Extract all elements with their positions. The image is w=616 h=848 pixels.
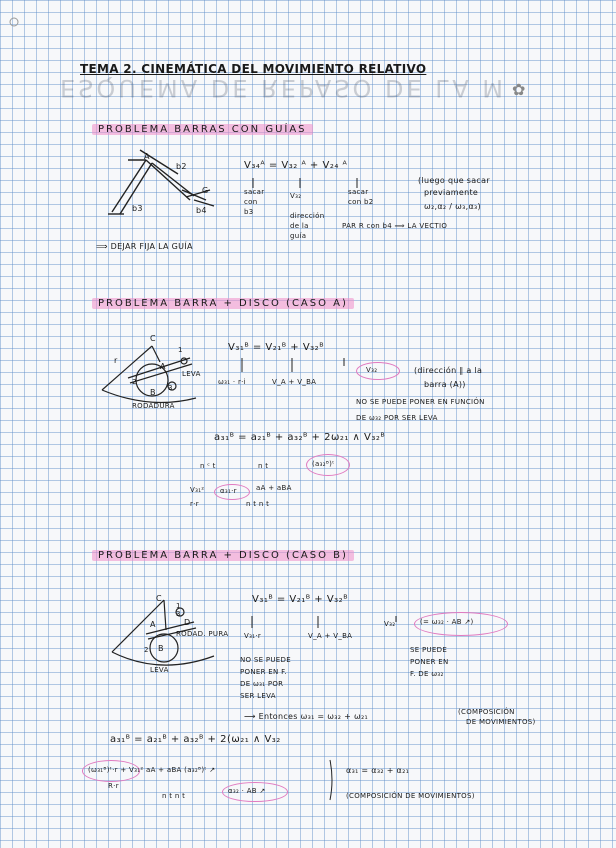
p2-v-note-2: barra (A)) bbox=[424, 380, 466, 389]
p1-fig-b2: b2 bbox=[176, 162, 187, 171]
p1-fig-a: A bbox=[144, 152, 150, 161]
p2-a-row-1: n ᶜ t bbox=[200, 462, 216, 470]
p2-fig-a: A bbox=[160, 362, 166, 371]
page-title: TEMA 2. CINEMÁTICA DEL MOVIMIENTO RELATIVO bbox=[80, 62, 427, 76]
p3-omega-oval-text: (= ω₃₂ · AB ↗) bbox=[420, 618, 474, 626]
p3-comp2: (COMPOSICIÓN DE MOVIMIENTOS) bbox=[346, 792, 475, 800]
p3-fig-a: A bbox=[150, 620, 156, 629]
p2-fig-rodadura: RODADURA bbox=[132, 402, 175, 410]
p2-v-note-4: DE ω₃₂ POR SER LEVA bbox=[356, 414, 438, 422]
p3-v-note-4: SER LEVA bbox=[240, 692, 276, 700]
p3-entonces: ⟶ Entonces ω₃₁ = ω₃₂ + ω₂₁ bbox=[244, 712, 368, 721]
p3-fig-n1: 1 bbox=[176, 602, 181, 610]
p2-v32-oval bbox=[356, 362, 400, 380]
p1-side-note-3: ω₂,α₂ / ω₃,α₃) bbox=[424, 202, 481, 211]
p1-note-2b: dirección bbox=[290, 212, 325, 220]
p3-velocity-equation: V₃₁ᴮ = V₂₁ᴮ + V₃₂ᴮ bbox=[252, 594, 349, 605]
p3-a-row2-2: n t n t bbox=[162, 792, 186, 800]
p3-fig-n3: 3 bbox=[176, 610, 181, 618]
problem1-heading: PROBLEMA BARRAS CON GUÍAS bbox=[92, 124, 313, 135]
p2-a-row2-3: aA + aBA bbox=[256, 484, 292, 492]
p2-v-sub-3: V₃₂ bbox=[366, 366, 378, 374]
p1-fig-g: G bbox=[202, 186, 209, 195]
p1-footer: ⟹ DEJAR FIJA LA GUÍA bbox=[96, 242, 193, 251]
p1-side-note-1: (luego que sacar bbox=[418, 176, 490, 185]
p3-v-sub-2: V_A + V_BA bbox=[308, 632, 353, 640]
p2-a-row3-1: r·r bbox=[190, 500, 199, 508]
p3-comp1-b: DE MOVIMIENTOS) bbox=[466, 718, 536, 726]
binder-hole bbox=[10, 18, 18, 26]
p1-note-1c: b3 bbox=[244, 208, 254, 216]
p3-a-row: (ω₃₁ᴮ)ᵗ·r + V₃₁² aA + aBA (a₃₂ᴮ)ᵗ ↗ bbox=[88, 766, 216, 774]
problem2-heading: PROBLEMA BARRA + DISCO (CASO A) bbox=[92, 298, 354, 309]
p2-fig-n2: 2 bbox=[132, 378, 137, 386]
p2-v-note-1: (dirección ∥ a la bbox=[414, 366, 483, 375]
p3-a-row2-3: α₃₂ · AB ↗ bbox=[228, 787, 266, 795]
p3-fig-leva: LEVA bbox=[150, 666, 169, 674]
p1-note-4: PAR R con b4 ⟹ LA VECTIO bbox=[342, 222, 448, 230]
p1-note-1a: sacar bbox=[244, 188, 265, 196]
p3-comp1-a: (COMPOSICIÓN bbox=[458, 708, 515, 716]
bleed-through-text: ESQUEMA DE REPASO DE LA M bbox=[60, 74, 506, 102]
p2-fig-b: B bbox=[150, 388, 156, 397]
p2-fig-n1: 1 bbox=[178, 346, 183, 354]
p1-note-2c: de la bbox=[290, 222, 309, 230]
p3-v-note-2: PONER EN F. bbox=[240, 668, 287, 676]
p2-v-sub-1: ω₃₁ · r·i bbox=[218, 378, 246, 386]
p2-a-row-3: (a₃₂ᴮ)ᵗ bbox=[312, 460, 335, 468]
p1-side-note-2: previamente bbox=[424, 188, 479, 197]
problem3-heading: PROBLEMA BARRA + DISCO (CASO B) bbox=[92, 550, 354, 561]
p2-a-row2-2: α₃₁·r bbox=[220, 487, 237, 495]
p3-v-note-1: NO SE PUEDE bbox=[240, 656, 291, 664]
p3-v-note-3: DE ω₃₁ POR bbox=[240, 680, 284, 688]
p3-v-sub-1: V₃₁·r bbox=[244, 632, 262, 640]
p2-acceleration-equation: a₃₁ᴮ = a₂₁ᴮ + a₃₂ᴮ + 2ω₂₁ ∧ V₃₂ᴮ bbox=[214, 432, 386, 443]
p3-a-row2-1: R·r bbox=[108, 782, 119, 790]
p2-a-row-2: n t bbox=[258, 462, 269, 470]
p3-fig-d: D bbox=[184, 618, 191, 627]
p1-note-1b: con bbox=[244, 198, 258, 206]
p3-v-note2-1: SE PUEDE bbox=[410, 646, 448, 654]
p2-fig-n3: 3 bbox=[168, 384, 173, 392]
p1-note-3b: con b2 bbox=[348, 198, 374, 206]
p2-velocity-equation: V₃₁ᴮ = V₂₁ᴮ + V₃₂ᴮ bbox=[228, 342, 325, 353]
p3-fig-b: B bbox=[158, 644, 164, 653]
p3-v-note2-2: PONER EN bbox=[410, 658, 449, 666]
p3-v-note2-3: F. DE ω₃₂ bbox=[410, 670, 444, 678]
p2-a-row3-2: n t n t bbox=[246, 500, 270, 508]
p2-fig-leva: LEVA bbox=[182, 370, 201, 378]
p3-fig-rodad: RODAD. PURA bbox=[176, 630, 229, 638]
p2-v-note-3: NO SE PUEDE PONER EN FUNCIÓN bbox=[356, 398, 485, 406]
p2-a-row2-1: V₃₁² bbox=[190, 486, 205, 494]
p3-acceleration-equation: a₃₁ᴮ = a₂₁ᴮ + a₃₂ᴮ + 2(ω₂₁ ∧ V₃₂ bbox=[110, 734, 281, 745]
p3-v-sub-3: V₃₂ bbox=[384, 620, 396, 628]
p2-fig-r: r bbox=[114, 356, 118, 365]
p1-note-2d: guía bbox=[290, 232, 307, 240]
p2-fig-c: C bbox=[150, 334, 156, 343]
bars-with-guides-figure bbox=[108, 150, 214, 214]
stamp-icon: ✿ bbox=[512, 80, 526, 99]
p3-fig-c: C bbox=[156, 594, 162, 603]
p3-fig-n2: 2 bbox=[144, 646, 149, 654]
p1-note-2a: V₃₂ bbox=[290, 192, 302, 200]
p1-note-3a: sacar bbox=[348, 188, 369, 196]
p1-fig-b4: b4 bbox=[196, 206, 207, 215]
p3-alpha-equation: α₃₁ = α₃₂ + α₂₁ bbox=[346, 766, 410, 775]
p1-velocity-equation: V₃₄ᴬ = V₃₂ ᴬ + V₂₄ ᴬ bbox=[244, 160, 348, 171]
p1-fig-b3: b3 bbox=[132, 204, 143, 213]
p2-v-sub-2: V_A + V_BA bbox=[272, 378, 317, 386]
